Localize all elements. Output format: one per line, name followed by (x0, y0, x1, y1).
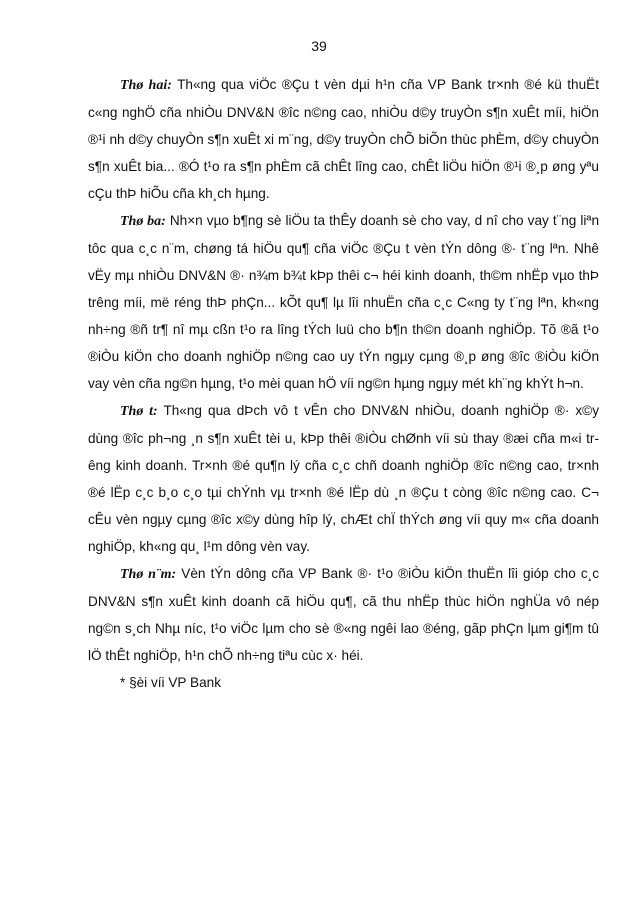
paragraph-text: Th«ng qua dÞch vô t vÊn cho DNV&N nhiÒu, doanh nghiÖp ®· x©y dùng ®îc ph¬ng ¸n s¶n xuÊt tèi u, kÞp thêi ®iÒu chØnh víi sù thay ®æi cña m«i trêng kinh doanh. Tr×nh ®é qu¶n lý cña c¸c chñ doanh nghiÖp ®îc n©ng cao, tr×nh ®é lËp c¸c b¸o c¸o tµi chÝnh vµ tr×nh ®é lËp dù ¸n ®Çu t còng ®îc n©ng cao. C¬ cÊu vèn ngµy cµng ®îc x©y dùng hîp lý, chÆt chÏ thÝch øng víi quy m« cña doanh nghiÖp, kh«ng qu¸ l¹m dông vèn vay. (88, 403, 599, 554)
paragraph-lead: Thø n¨m: (120, 567, 177, 582)
paragraph-lead: Thø hai: (120, 78, 172, 93)
page-number: 39 (311, 38, 327, 54)
paragraph-thu-hai (88, 71, 599, 207)
paragraph-text: Vèn tÝn dông cña VP Bank ®· t¹o ®iÒu kiÖn thuËn lîi gióp cho c¸c DNV&N s¶n xuÊt kinh doanh cã hiÖu qu¶, cã thu nhËp thùc hiÖn nghÜa vô nép ng©n s¸ch Nhµ níc, t¹o viÖc lµm cho sè ®«ng ngêi lao ®éng, gãp phÇn lµm gi¶m tû lÖ thÊt nghiÖp, h¹n chÕ nh÷ng tiªu cùc x· héi. (88, 566, 599, 663)
paragraph-thu-nam (88, 560, 599, 669)
paragraph-thu-ba (88, 207, 599, 397)
section-bullet: * §èi víi VP Bank (120, 675, 222, 690)
paragraph-lead: Thø ba: (120, 214, 166, 229)
paragraph-thu-tu (88, 397, 599, 560)
paragraph-text: Nh×n vµo b¶ng sè liÖu ta thÊy doanh sè cho vay, d nî cho vay t¨ng liªn tôc qua c¸c n¨m, chøng tá hiÖu qu¶ cña viÖc ®Çu t vèn tÝn dông ®· t¨ng lªn. Nhê vËy mµ nhiÒu DNV&N ®· n¾m b¾t kÞp thêi c¬ héi kinh doanh, th©m nhËp vµo thÞ trêng míi, më réng thÞ phÇn... kÕt qu¶ lµ lîi nhuËn cña c¸c C«ng ty t¨ng lªn, kh«ng nh÷ng ®ñ tr¶ nî mµ cßn t¹o ra lîng tÝch luü cho b¶n th©n doanh nghiÖp. Tõ ®ã t¹o ®iÒu kiÖn cho doanh nghiÖp n©ng cao uy tÝn ngµy cµng ®¸p øng ®îc ®iÒu kiÖn vay vèn cña ng©n hµng, t¹o mèi quan hÖ víi ng©n hµng ngµy mét kh¨ng khÝt h¬n. (88, 213, 600, 391)
paragraph-lead: Thø t: (120, 404, 158, 419)
document-body (88, 71, 599, 696)
paragraph-text: Th«ng qua viÖc ®Çu t vèn dµi h¹n cña VP Bank tr×nh ®é kü thuËt c«ng nghÖ cña nhiÒu DNV&N ®îc n©ng cao, nhiÒu d©y truyÒn s¶n xuÊt míi, hiÖn ®¹i nh d©y chuyÒn s¶n xuÊt xi m¨ng, d©y truyÒn chÕ biÕn thùc phÈm, d©y chuyÒn s¶n xuÊt bia... ®Ó t¹o ra s¶n phÈm cã chÊt lîng cao, chÊt liÖu hiÖn ®¹i ®¸p øng yªu cÇu thÞ hiÕu cña kh¸ch hµng. (88, 77, 599, 201)
